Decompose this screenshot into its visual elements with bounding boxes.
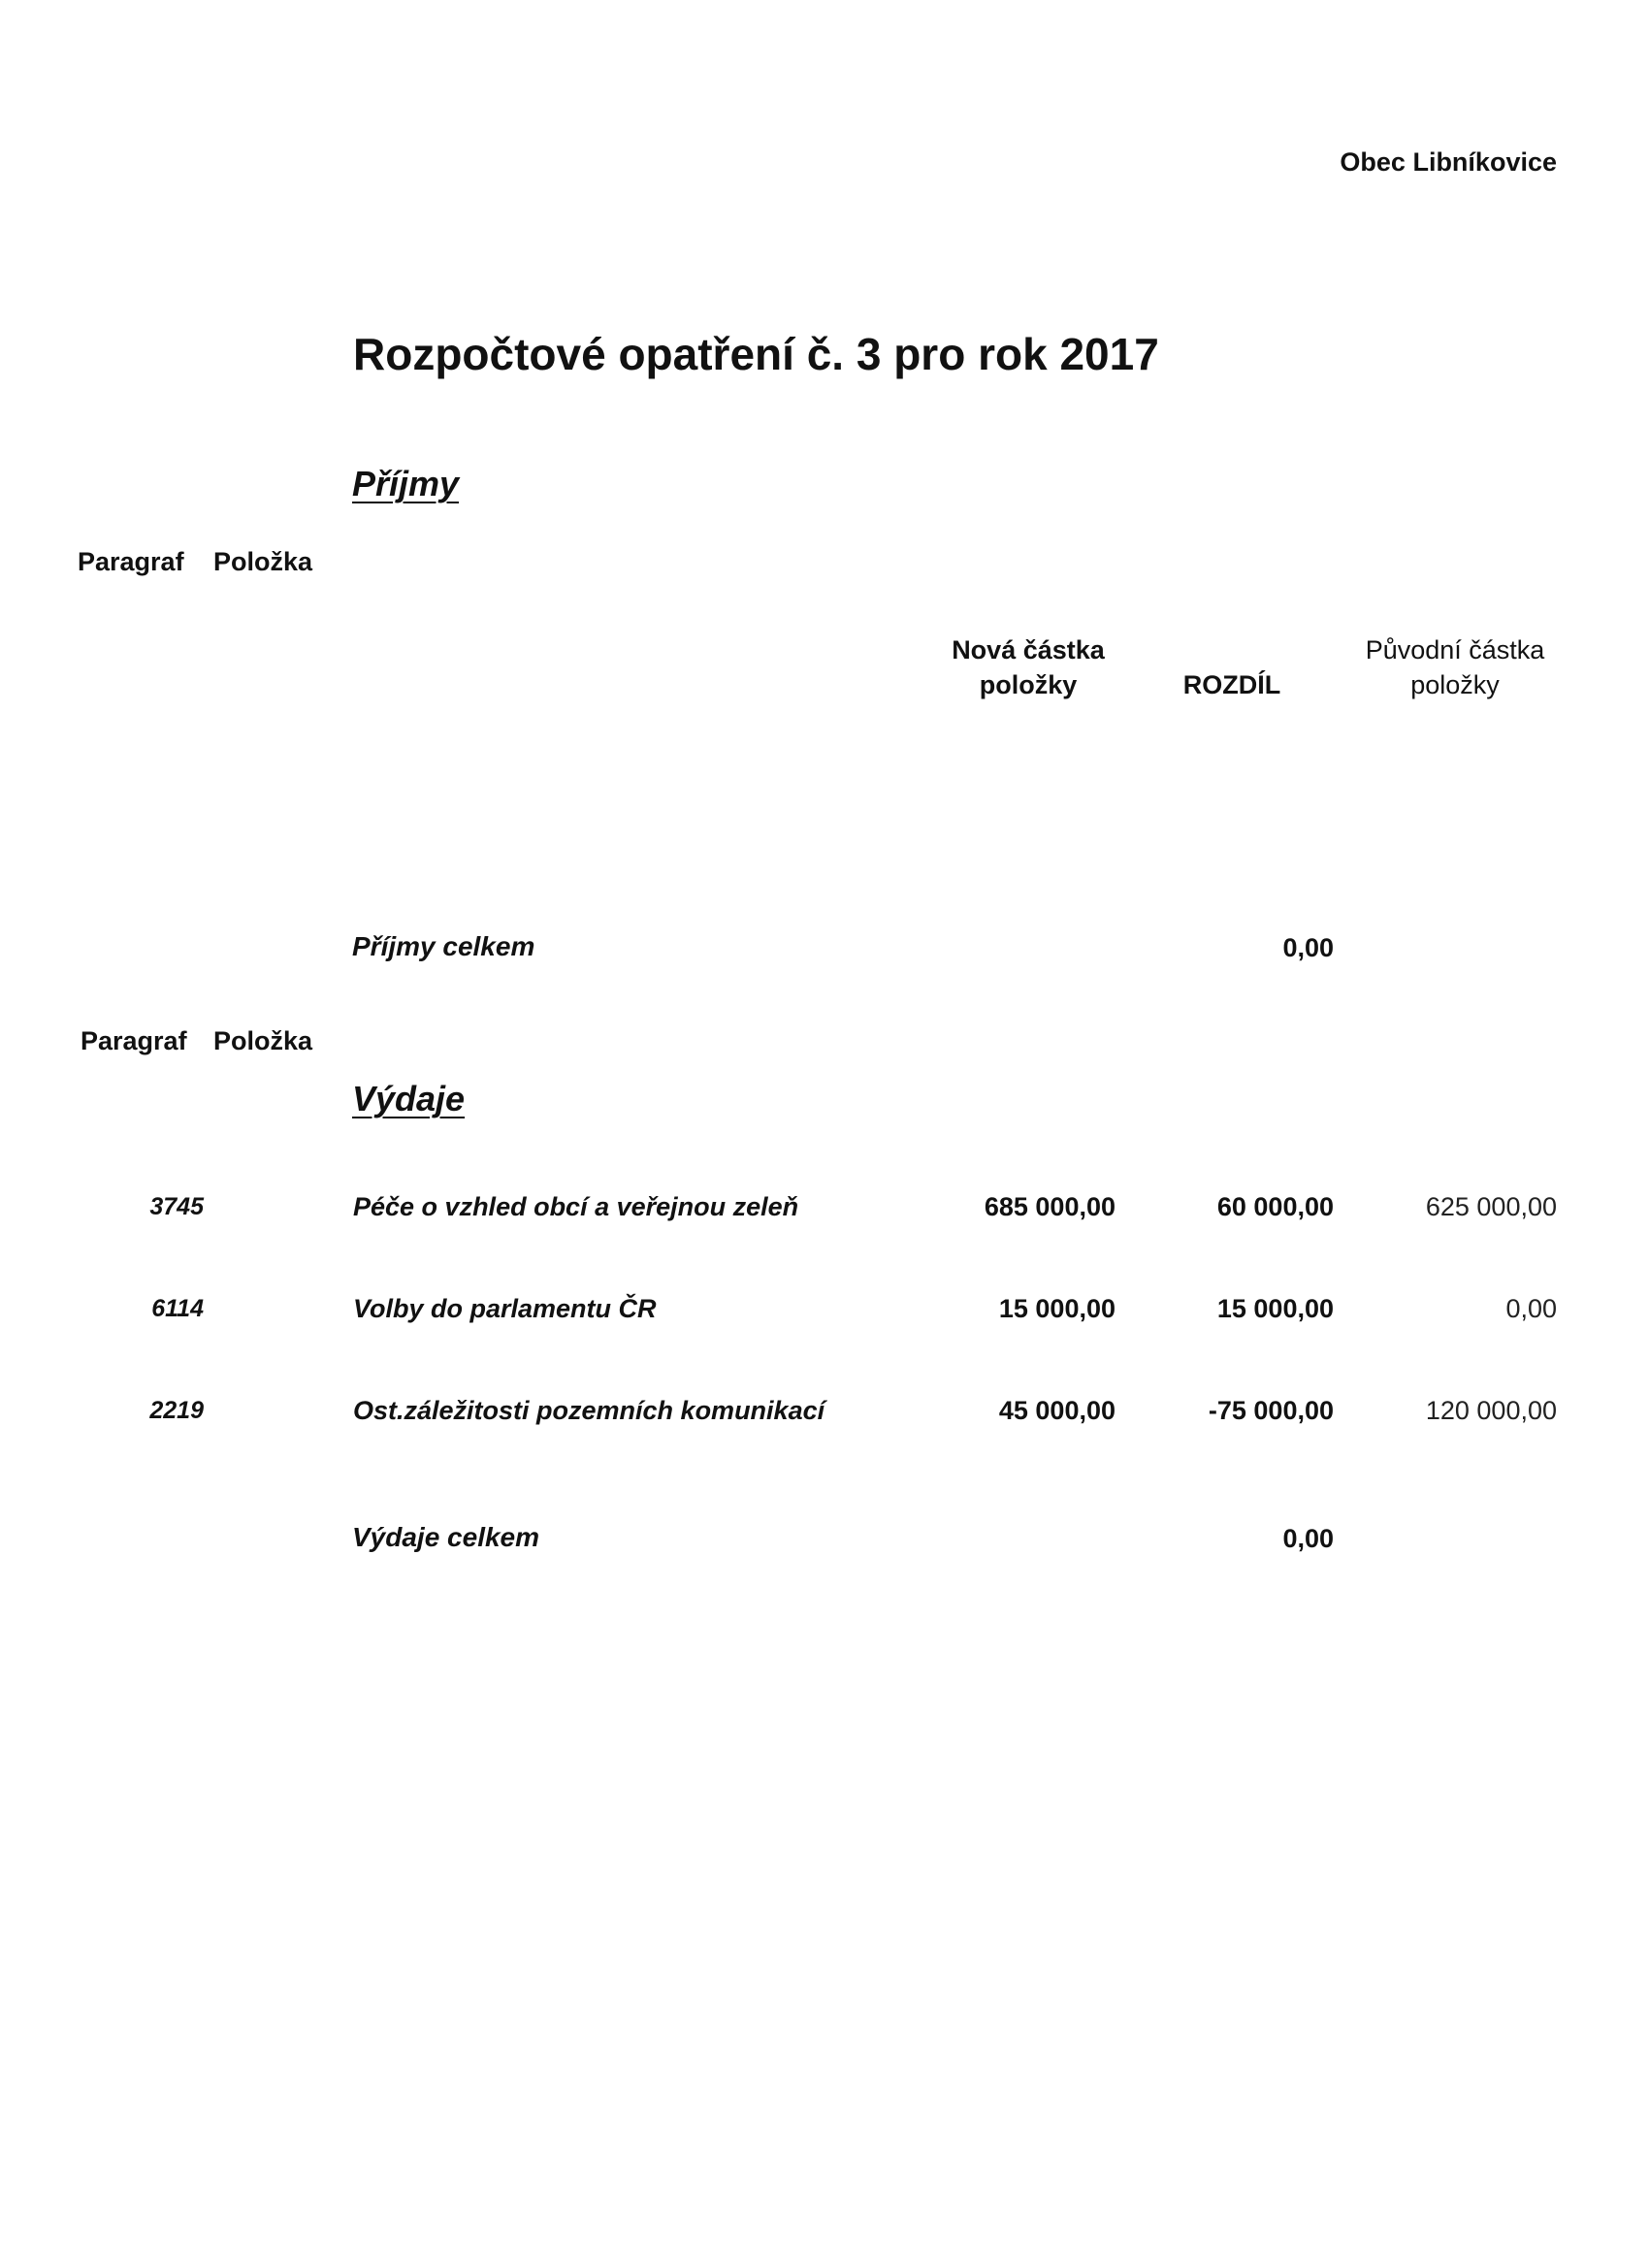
row-new-amount: 15 000,00 bbox=[998, 1294, 1116, 1323]
income-total-label: Příjmy celkem bbox=[352, 931, 535, 961]
expenses-col-item: Položka bbox=[213, 1026, 313, 1055]
row-original-amount: 0,00 bbox=[1505, 1294, 1557, 1323]
row-paragraph: 3745 bbox=[149, 1193, 204, 1220]
row-difference: 15 000,00 bbox=[1216, 1294, 1334, 1323]
income-total-difference: 0,00 bbox=[1282, 933, 1334, 962]
col-header-new-amount bbox=[912, 632, 1145, 702]
income-col-paragraph: Paragraf bbox=[78, 547, 184, 576]
col-header-original-amount bbox=[1319, 632, 1591, 702]
row-paragraph: 2219 bbox=[149, 1397, 204, 1424]
col-header-original-amount-line1: Původní částka bbox=[1365, 635, 1545, 664]
municipality-name: Obec Libníkovice bbox=[1340, 147, 1557, 177]
row-difference: 60 000,00 bbox=[1216, 1192, 1334, 1221]
expenses-total-label: Výdaje celkem bbox=[352, 1522, 540, 1552]
row-name: Ost.záležitosti pozemních komunikací bbox=[353, 1396, 825, 1425]
col-header-difference: ROZDÍL bbox=[1182, 670, 1281, 699]
expenses-col-paragraph: Paragraf bbox=[81, 1026, 187, 1055]
income-heading: Příjmy bbox=[352, 464, 460, 503]
col-header-new-amount-line1: Nová částka bbox=[952, 635, 1105, 664]
row-new-amount: 45 000,00 bbox=[998, 1396, 1116, 1425]
row-name: Volby do parlamentu ČR bbox=[353, 1294, 657, 1323]
row-paragraph: 6114 bbox=[151, 1295, 204, 1322]
col-header-new-amount-line2: položky bbox=[979, 670, 1078, 699]
expenses-heading: Výdaje bbox=[352, 1079, 466, 1118]
row-original-amount: 625 000,00 bbox=[1425, 1192, 1557, 1221]
document-title: Rozpočtové opatření č. 3 pro rok 2017 bbox=[353, 329, 1159, 379]
expenses-total-difference: 0,00 bbox=[1282, 1524, 1334, 1553]
row-difference: -75 000,00 bbox=[1208, 1396, 1334, 1425]
row-new-amount: 685 000,00 bbox=[984, 1192, 1116, 1221]
row-name: Péče o vzhled obcí a veřejnou zeleň bbox=[353, 1192, 799, 1221]
row-original-amount: 120 000,00 bbox=[1425, 1396, 1557, 1425]
income-col-item: Položka bbox=[213, 547, 313, 576]
col-header-original-amount-line2: položky bbox=[1410, 670, 1500, 699]
